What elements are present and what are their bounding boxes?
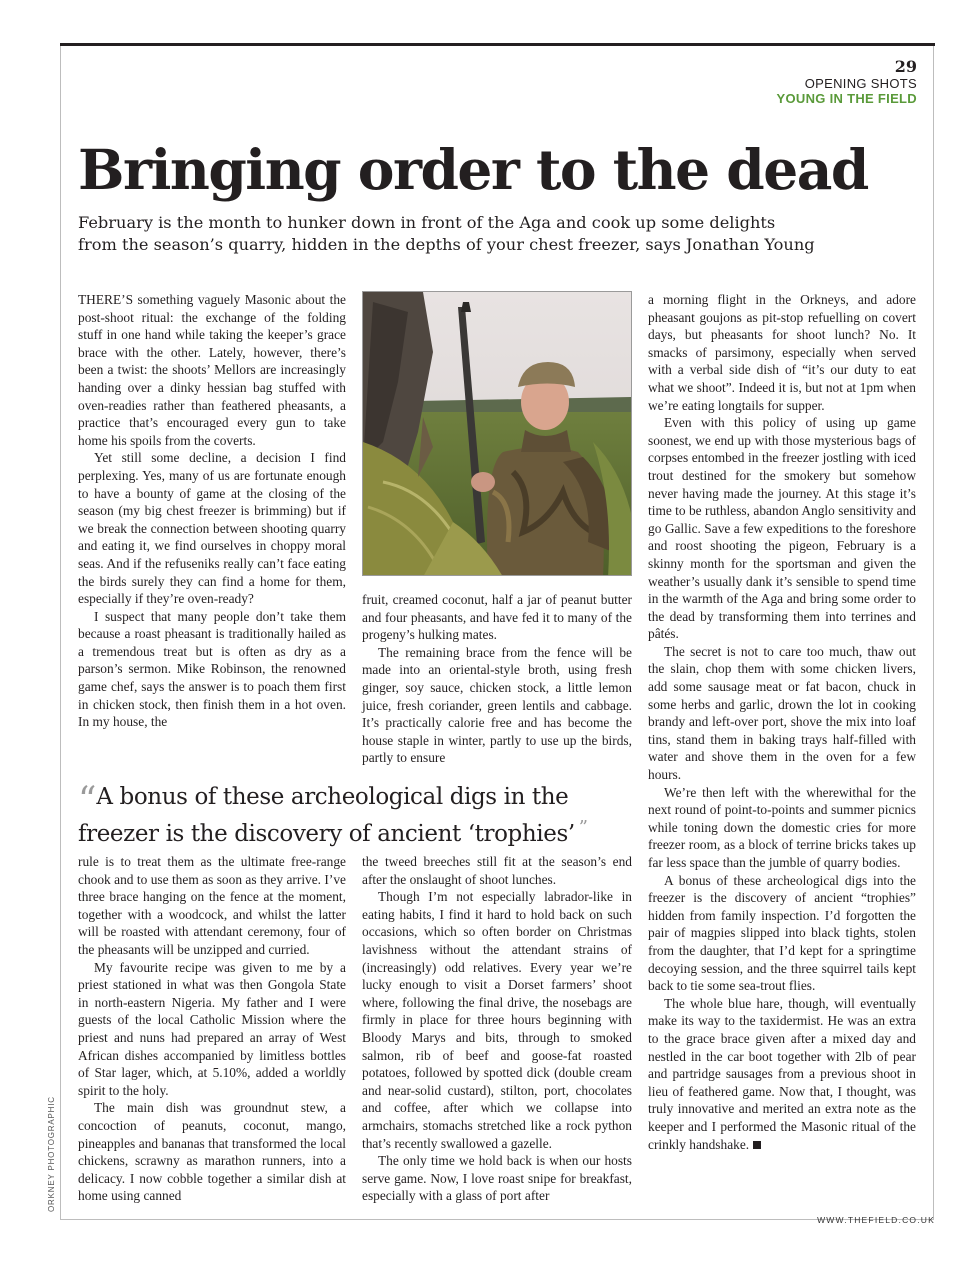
- paragraph: The main dish was groundnut stew, a concoction of peanuts, coconut, mango, pineapples and bananas that transformed the local chickens, scrawny as marathon runners, into a delicacy. I now cobble together a similar dish at home using canned: [78, 1100, 346, 1204]
- open-quote-icon: “: [78, 780, 91, 821]
- column-1-top: [78, 291, 346, 731]
- footer-url: WWW.THEFIELD.CO.UK: [817, 1215, 935, 1225]
- paragraph: The remaining brace from the fence will be made into an oriental-style broth, using fresh ginger, soy sauce, chicken stock, a little lemon juice, fresh coriander, green lentils and cabbage. It’s practically calorie free and has become the house staple in winter, partly to use up the birds, partly to ensure: [362, 644, 632, 766]
- paragraph: Though I’m not especially labrador-like in eating habits, I find it hard to hold back on such occasions, which so often border on Christmas lavishness without the attendant strains of (increasingly) odd relatives. Every year we’re lucky enough to visit a Dorset farmers’ shoot where, following the final drive, the nosebags are firmly in place for three hours beginning with Bloody Marys and bits, through to smoked salmon, rib of beef and goose-fat roasted potatoes, followed by spotted dick (double cream and near-solid custard), stilton, port, chocolates and coffee, after which we collapse into armchairs, stomachs stretched like a rock python that’s recently swallowed a gazelle.: [362, 889, 632, 1151]
- paragraph: My favourite recipe was given to me by a priest stationed in what was then Gongola State in north-eastern Nigeria. My father and I were guests of the local Catholic Mission where the priest and nuns had prepared an array of West African dishes accompanied by limitless bottles of Star lager, which, at 5.10%, added a worldly spirit to the holy.: [78, 959, 346, 1098]
- paragraph-text: The whole blue hare, though, will eventually make its way to the taxidermist. He was an extra to the grace brace given after a mixed day and nestled in the car boot together with 2lb of pear and partridge sausages from a previous shoot in lieu of feathered game. Now that, I thought, was truly innovative and merited an extra note as the keeper and I performed the Masonic ritual of the crinkly handshake.: [648, 995, 916, 1152]
- paragraph: THERE’S something vaguely Masonic about the post-shoot ritual: the exchange of the folding stuff in one hand while taking the keeper’s grace brace with the other. Lately, however, there’s been a twist: the shoots’ Mellors are increasingly handing over a dinky hessian bag stuffed with oven-readies rather than feathered pheasants, a practice that’s encouraged every gun to take home his spoils from the coverts.: [78, 292, 346, 448]
- pull-quote: [78, 780, 618, 848]
- standfirst-line: from the season’s quarry, hidden in the depths of your chest freezer, says Jonathan Young: [78, 235, 815, 254]
- paragraph: A bonus of these archeological digs into the freezer is the discovery of ancient “trophies” hidden from family inspection. I’d forgotten the pair of magpies slipped into black tights, stolen from the daughter, that I’d kept for a springtime decoying session, and the three squirrel tails kept back to tie some sea-trout flies.: [648, 872, 916, 994]
- paragraph: The secret is not to care too much, thaw out the slain, chop them with some chicken livers, add some sausage meat or fat bacon, chuck in some herbs and garlic, drown the lot in cooking brandy and left-over port, shove the mix into loaf tins, stand them in baking trays half-filled with water and shove them in the oven for a few hours.: [648, 643, 916, 783]
- paragraph: Yet still some decline, a decision I find perplexing. Yes, many of us are fortunate enough to have a bounty of game at the closing of the season (my big chest freezer is brimming) but if we break the connection between shooting quarry and eating it, we find ourselves in choppy moral seas. And if the refuseniks really can’t face eating the birds surely they can find a home for them, especially if they’re oven-ready?: [78, 450, 346, 607]
- paragraph: fruit, creamed coconut, half a jar of peanut butter and four pheasants, and have fed it to many of the progeny’s hulking mates.: [362, 592, 632, 643]
- paragraph: [648, 995, 916, 1153]
- paragraph: the tweed breeches still fit at the season’s end after the onslaught of shoot lunches.: [362, 854, 632, 887]
- close-quote-icon: ”: [578, 817, 585, 838]
- paragraph: rule is to treat them as the ultimate free-range chook and to use them as soon as they arrive. I’ve three brace hanging on the fence at the moment, together with a woodcock, and whilst the latter will be roasted with attendant ceremony, four of the pheasants will be unzipped and curried.: [78, 854, 346, 957]
- paragraph: I suspect that many people don’t take them because a roast pheasant is traditionally hailed as a tremendous treat but is often as dry as a parson’s sermon. Mike Robinson, the renowned game chef, says the answer is to poach them first in chicken stock, then finish them in a hot oven. In my house, the: [78, 608, 346, 730]
- page-number: 29: [894, 57, 917, 76]
- standfirst: [78, 212, 838, 256]
- folio: [777, 58, 917, 106]
- subsection-label: YOUNG IN THE FIELD: [776, 91, 917, 106]
- section-label: OPENING SHOTS: [804, 76, 917, 91]
- paragraph: a morning flight in the Orkneys, and adore pheasant goujons as pit-stop refuelling on covert days, but pheasants for shoot lunch? No. It smacks of parsimony, especially when served with a verbal side dish of “it’s our duty to eat what we shoot”. Indeed it is, but not at 1pm when we’re eating longtails for supper.: [648, 292, 916, 413]
- column-1-bottom: [78, 853, 346, 1205]
- column-2-top: [362, 591, 632, 767]
- paragraph: We’re then left with the wherewithal for the next round of point-to-points and summer picnics while toning down the domestic cries for more freezer room, as a block of terrine bricks takes up far less space than the jumble of quarry bodies.: [648, 784, 916, 870]
- headline: Bringing order to the dead: [78, 137, 868, 202]
- photo-hunter-in-grass: [363, 292, 632, 576]
- paragraph: Even with this policy of using up game soonest, we end up with those mysterious bags of corpses entombed in the freezer jostling with iced trout destined for the smokery but somehow never having made the journey. At this stage it’s time to be ruthless, abandon Anglo sensitivity and go Gallic. Save a few expeditions to the foreshore and roost shooting the pigeon, February is a skinny month for the sportsman and given the weather’s usually dank it’s sensible to spend time in the warmth of the Aga and bring some order to the dead by transforming them into terrines and pâtés.: [648, 415, 916, 642]
- paragraph: The only time we hold back is when our hosts serve game. Now, I love roast snipe for breakfast, especially with a glass of port after: [362, 1153, 632, 1204]
- end-mark-icon: [753, 1141, 761, 1149]
- standfirst-line: February is the month to hunker down in front of the Aga and cook up some delights: [78, 213, 776, 232]
- article-photo: [362, 291, 632, 576]
- pull-quote-text: A bonus of these archeological digs in the freezer is the discovery of ancient ‘trophies’: [78, 784, 575, 847]
- photo-credit: ORKNEY PHOTOGRAPHIC: [47, 1096, 56, 1212]
- column-2-bottom: [362, 853, 632, 1205]
- column-3: [648, 291, 916, 1153]
